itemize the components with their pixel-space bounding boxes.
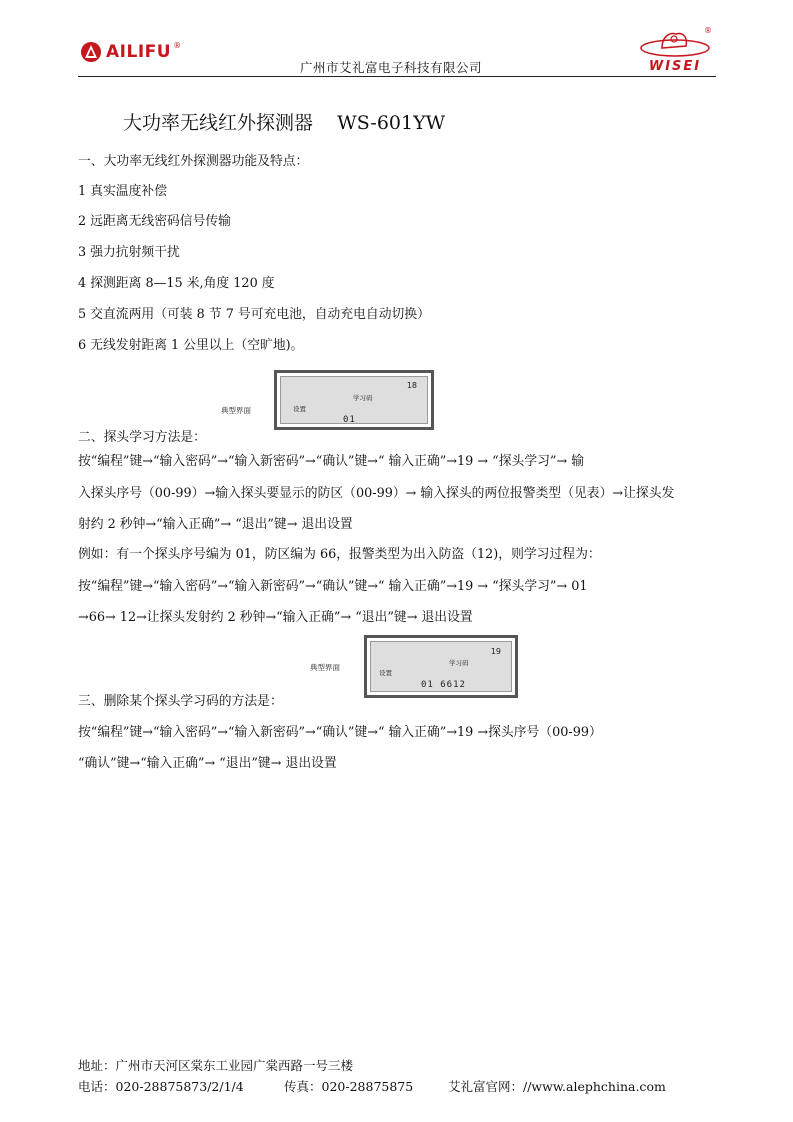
logo-left-text: AILIFU bbox=[106, 42, 172, 62]
section3-heading: 三、删除某个探头学习码的方法是： bbox=[78, 694, 283, 709]
section1-heading: 一、大功率无线红外探测器功能及特点： bbox=[78, 154, 309, 169]
company-name: 广州市艾礼富电子科技有限公司 bbox=[300, 60, 483, 75]
paragraph-line: →66→ 12→让探头发射约 2 秒钟→“输入正确”→ “退出”键→ 退出设置 bbox=[78, 610, 473, 625]
paragraph-line: 按“编程”键→“输入密码”→“输入新密码”→“确认”键→“ 输入正确”→19 →探头序号（00-99） bbox=[78, 725, 602, 740]
feature-item: 6 无线发射距离 1 公里以上（空旷地)。 bbox=[78, 338, 304, 353]
feature-item: 5 交直流两用（可装 8 节 7 号可充电池，自动充电自动切换） bbox=[78, 307, 430, 322]
feature-item: 1 真实温度补偿 bbox=[78, 184, 167, 199]
paragraph-line: 例如：有一个探头序号编为 01，防区编为 66，报警类型为出入防盗（12)，则学习过程为： bbox=[78, 547, 601, 562]
lcd-mode: 学习码 bbox=[449, 659, 469, 667]
lcd-code: 19 bbox=[490, 647, 501, 656]
footer-website: 艾礼富官网：//www.alephchina.com bbox=[448, 1079, 666, 1094]
footer-phone: 电话：020-28875873/2/1/4 bbox=[78, 1079, 244, 1094]
lcd-display-1 bbox=[274, 370, 434, 430]
lcd-digits: 01 6612 bbox=[421, 680, 466, 690]
footer-address: 地址：广州市天河区棠东工业园广棠西路一号三楼 bbox=[78, 1058, 354, 1073]
paragraph-line: “确认”键→“输入正确”→ “退出”键→ 退出设置 bbox=[78, 756, 337, 771]
paragraph-line: 按“编程”键→“输入密码”→“输入新密码”→“确认”键→“ 输入正确”→19 → “探头学习”→ 输 bbox=[78, 454, 585, 469]
lcd-code: 18 bbox=[406, 381, 417, 390]
document-title: 大功率无线红外探测器 WS-601YW bbox=[123, 112, 446, 134]
paragraph-line: 射约 2 秒钟→“输入正确”→ “退出”键→ 退出设置 bbox=[78, 517, 353, 532]
feature-item: 3 强力抗射频干扰 bbox=[78, 245, 180, 260]
logo-right-registered-mark: ® bbox=[704, 26, 712, 35]
header-divider bbox=[78, 76, 716, 77]
lcd-digits: 01 bbox=[343, 415, 356, 425]
feature-item: 4 探测距离 8—15 米,角度 120 度 bbox=[78, 276, 275, 291]
paragraph-line: 按“编程”键→“输入密码”→“输入新密码”→“确认”键→“ 输入正确”→19 → “探头学习”→ 01 bbox=[78, 579, 588, 594]
lcd-setting: 设置 bbox=[293, 405, 306, 413]
lcd-display-2 bbox=[364, 635, 518, 698]
lcd-mode: 学习码 bbox=[353, 394, 373, 402]
logo-right-text: WISEI bbox=[648, 59, 702, 74]
display2-label: 典型界面 bbox=[310, 663, 340, 672]
lcd-setting: 设置 bbox=[379, 669, 392, 677]
feature-item: 2 远距离无线密码信号传输 bbox=[78, 214, 231, 229]
section2-heading: 二、探头学习方法是： bbox=[78, 430, 206, 445]
wisei-logo bbox=[636, 26, 714, 74]
wisei-emblem-icon bbox=[636, 26, 714, 60]
ailifu-emblem-icon bbox=[80, 41, 102, 63]
logo-left-registered-mark: ® bbox=[173, 41, 182, 50]
ailifu-logo bbox=[80, 41, 181, 63]
paragraph-line: 入探头序号（00-99）→输入探头要显示的防区（00-99）→ 输入探头的两位报警类型（见表）→让探头发 bbox=[78, 486, 675, 501]
display1-label: 典型界面 bbox=[221, 406, 251, 415]
footer-fax: 传真：020-28875875 bbox=[284, 1079, 414, 1094]
